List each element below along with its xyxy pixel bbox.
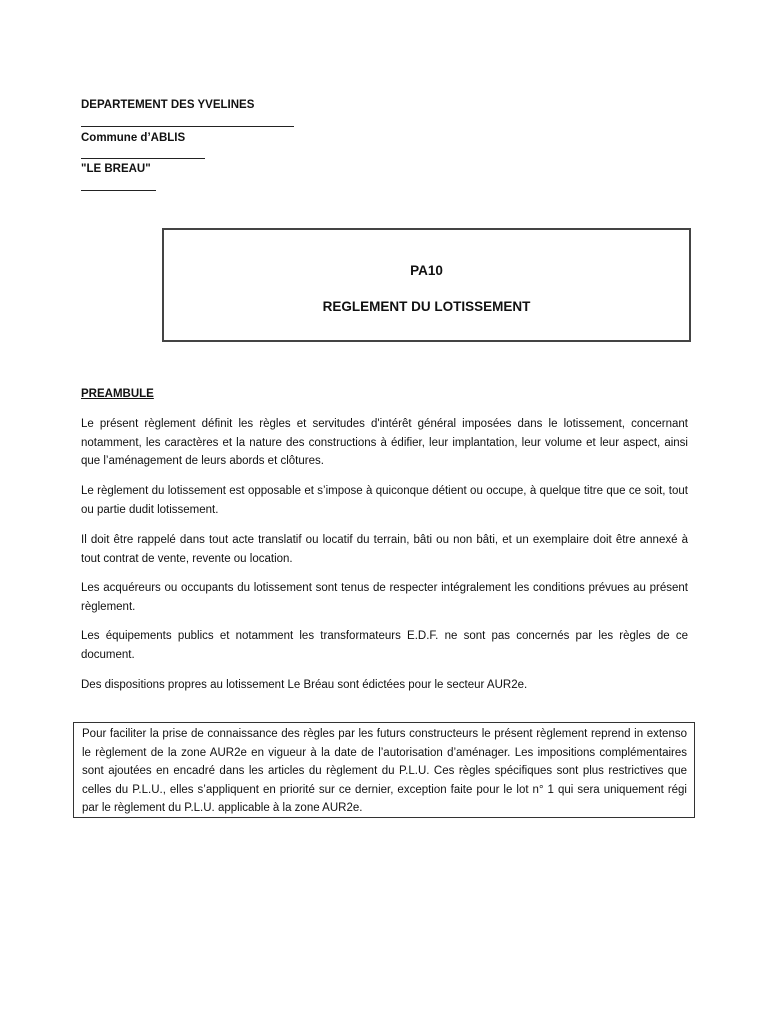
note-box: Pour faciliter la prise de connaissance des règles par les futurs constructeurs le présent règlement reprend in extenso le règlement de la zone AUR2e en vigueur à la date de l’autorisation d’aménager. Les impositions complémentaires sont ajoutées en encadré dans les articles du règlement du P.L.U. Ces règles spécifiques sont plus restrictives que celles du P.L.U., elles s’appliquent en priorité sur ce dernier, exception faite pour le lot n° 1 qui sera uniquement régi par le règlement du P.L.U. applicable à la zone AUR2e. (73, 722, 695, 818)
preamble-paragraph: Les acquéreurs ou occupants du lotissement sont tenus de respecter intégralement les conditions prévues au présent règlement. (81, 582, 688, 613)
document-title-box (162, 228, 691, 342)
commune-heading: Commune d’ABLIS (81, 132, 186, 144)
separator-rule (81, 190, 156, 191)
preamble-paragraph: Il doit être rappelé dans tout acte translatif ou locatif du terrain, bâti ou non bâti, et un exemplaire doit être annexé à tout contrat de vente, revente ou location. (81, 534, 688, 565)
preamble-paragraph: Le présent règlement définit les règles et servitudes d'intérêt général imposées dans le lotissement, concernant notamment, les caractères et la nature des constructions à édifier, leur implantation, leur volume et leur aspect, ainsi que l’aménagement de leurs abords et clôtures. (81, 418, 688, 467)
preamble-paragraph: Le règlement du lotissement est opposable et s’impose à quiconque détient ou occupe, à quelque titre que ce soit, tout ou partie dudit lotissement. (81, 485, 688, 516)
document-code: PA10 (410, 263, 443, 278)
preamble-paragraph: Les équipements publics et notamment les transformateurs E.D.F. ne sont pas concernés par les règles de ce document. (81, 630, 688, 661)
separator-rule (81, 126, 294, 127)
preamble-paragraph: Des dispositions propres au lotissement Le Bréau sont édictées pour le secteur AUR2e. (81, 679, 528, 691)
project-heading: "LE BREAU" (81, 163, 151, 175)
document-title: REGLEMENT DU LOTISSEMENT (322, 299, 531, 314)
preamble-heading: PREAMBULE (81, 388, 154, 400)
separator-rule (81, 158, 205, 159)
department-heading: DEPARTEMENT DES YVELINES (81, 99, 255, 111)
